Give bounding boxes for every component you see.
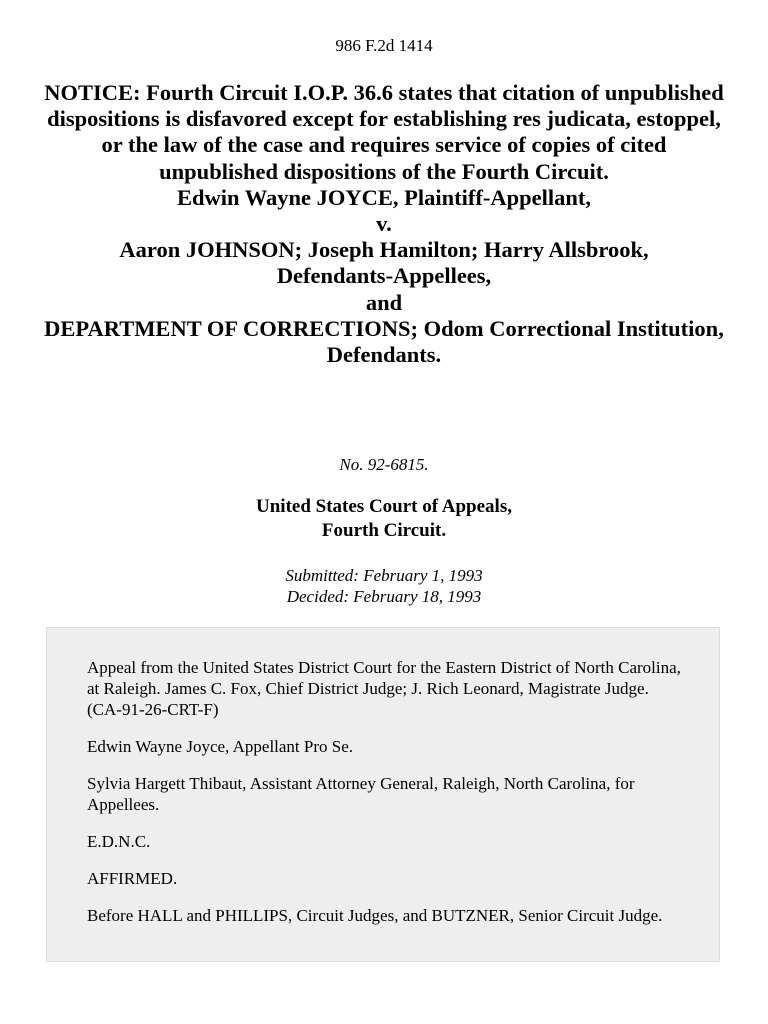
panel-paragraph: Before HALL and PHILLIPS, Circuit Judges, and BUTZNER, Senior Circuit Judge. — [87, 906, 663, 925]
defendants-appellees-names: Aaron JOHNSON; Joseph Hamilton; Harry Allsbrook, — [119, 237, 649, 263]
notice-text: NOTICE: Fourth Circuit I.O.P. 36.6 states that citation of unpublished dispositions is disfavored except for establishing res judicata, estoppel, or the law of the case and requires service of copies of cited unpublished dispositions of the Fourth Circuit. — [44, 80, 724, 184]
district-paragraph: E.D.N.C. — [87, 832, 151, 851]
case-citation: 986 F.2d 1414 — [335, 36, 433, 55]
court-name — [0, 495, 768, 543]
case-summary-box — [46, 627, 720, 962]
defendants-names: DEPARTMENT OF CORRECTIONS; Odom Correctional Institution, — [44, 315, 724, 341]
case-heading — [40, 80, 728, 368]
case-dates — [0, 565, 768, 607]
and-conjunction: and — [365, 289, 403, 315]
case-summary-content — [87, 657, 687, 942]
appellee-counsel-paragraph: Sylvia Hargett Thibaut, Assistant Attorney General, Raleigh, North Carolina, for Appellees. — [87, 774, 635, 814]
defendants-role: Defendants. — [326, 342, 442, 368]
plaintiff-party: Edwin Wayne JOYCE, Plaintiff-Appellant, — [176, 184, 592, 210]
defendants-appellees-role: Defendants-Appellees, — [276, 263, 492, 289]
versus-label: v. — [376, 211, 392, 237]
appellant-counsel-paragraph: Edwin Wayne Joyce, Appellant Pro Se. — [87, 737, 354, 756]
submitted-date: Submitted: February 1, 1993 — [285, 566, 483, 585]
appeal-from-paragraph: Appeal from the United States District Court for the Eastern District of North Carolina, at Raleigh. James C. Fox, Chief District Judge; J. Rich Leonard, Magistrate Judge. (CA-91-26-CRT-F) — [87, 658, 681, 719]
court-name-line2: Fourth Circuit. — [321, 520, 447, 541]
court-name-line1: United States Court of Appeals, — [256, 496, 512, 517]
disposition-paragraph: AFFIRMED. — [87, 869, 178, 888]
docket-number: No. 92-6815. — [339, 455, 429, 474]
decided-date: Decided: February 18, 1993 — [286, 587, 482, 606]
